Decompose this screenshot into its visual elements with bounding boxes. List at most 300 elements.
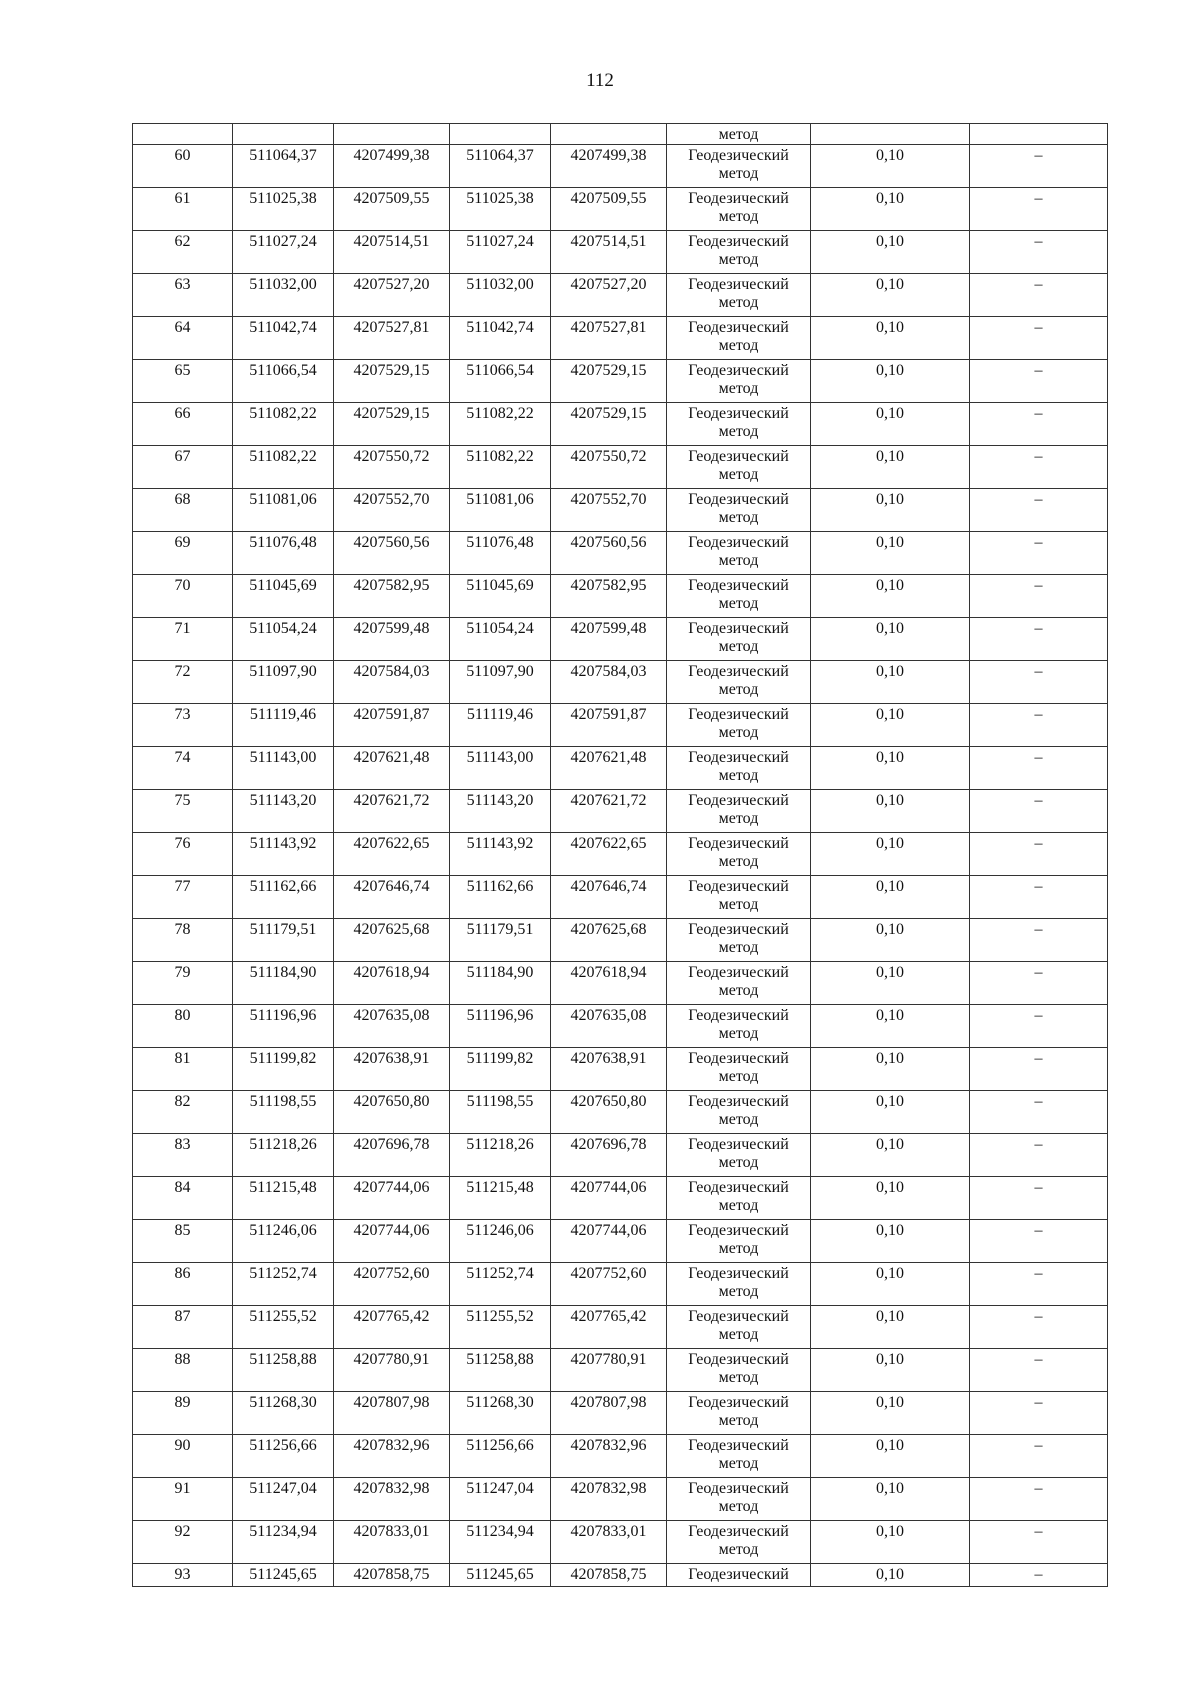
method-line-2: метод xyxy=(718,208,759,225)
cell-method xyxy=(667,188,811,231)
cell-y-new xyxy=(551,532,667,575)
cell-x-new-value: 511255,52 xyxy=(466,1308,534,1325)
cell-y-existing xyxy=(334,1478,450,1521)
cell-y-new-value: 4207807,98 xyxy=(570,1394,647,1411)
cell-y-existing-value: 4207527,20 xyxy=(353,276,430,293)
table-row xyxy=(133,618,1108,661)
cell-method xyxy=(667,317,811,360)
table-row xyxy=(133,833,1108,876)
cell-x-new-value: 511097,90 xyxy=(466,663,534,680)
cell-y-new xyxy=(551,1478,667,1521)
cell-y-new-value: 4207635,08 xyxy=(570,1007,647,1024)
cell-point-number xyxy=(133,231,233,274)
cell-note xyxy=(970,1220,1108,1263)
cell-x-existing xyxy=(233,919,334,962)
cell-y-existing-value: 4207635,08 xyxy=(353,1007,430,1024)
cell-x-new xyxy=(450,1134,551,1177)
cell-accuracy-value: 0,10 xyxy=(876,233,904,250)
cell-x-existing-value: 511076,48 xyxy=(249,534,317,551)
cell-y-new xyxy=(551,274,667,317)
cell-accuracy xyxy=(811,489,970,532)
cell-x-existing xyxy=(233,489,334,532)
cell-y-new-value: 4207509,55 xyxy=(570,190,647,207)
method-text xyxy=(667,274,810,312)
cell-point-number-value: 82 xyxy=(174,1093,191,1110)
cell-point-number-value: 80 xyxy=(174,1007,191,1024)
cell-note-value: – xyxy=(1034,448,1043,465)
cell-accuracy-value: 0,10 xyxy=(876,1222,904,1239)
cell-x-existing-value: 511025,38 xyxy=(249,190,317,207)
method-line-2: метод xyxy=(718,1541,759,1558)
cell-x-new xyxy=(450,1091,551,1134)
table-row xyxy=(133,317,1108,360)
cell-y-existing xyxy=(334,1349,450,1392)
method-text xyxy=(667,489,810,527)
table-row xyxy=(133,1435,1108,1478)
cell-point-number-value: 65 xyxy=(174,362,191,379)
cell-y-existing xyxy=(334,1048,450,1091)
table-row xyxy=(133,1048,1108,1091)
cell-accuracy-value: 0,10 xyxy=(876,1179,904,1196)
cell-y-new xyxy=(551,1005,667,1048)
cell-accuracy xyxy=(811,145,970,188)
cell-point-number xyxy=(133,1478,233,1521)
cell-x-existing xyxy=(233,360,334,403)
cell-y-existing-value: 4207560,56 xyxy=(353,534,430,551)
cell-y-existing-value: 4207552,70 xyxy=(353,491,430,508)
cell-y-new-value: 4207696,78 xyxy=(570,1136,647,1153)
cell-method xyxy=(667,1521,811,1564)
cell-y-existing xyxy=(334,1564,450,1587)
method-text xyxy=(667,1521,810,1559)
cell-x-new xyxy=(450,1435,551,1478)
cell-point-number-value: 67 xyxy=(174,448,191,465)
cell-note-value: – xyxy=(1034,1308,1043,1325)
cell-y-new xyxy=(551,962,667,1005)
cell-method xyxy=(667,403,811,446)
cell-x-existing xyxy=(233,145,334,188)
cell-y-new xyxy=(551,1392,667,1435)
cell-note-value: – xyxy=(1034,835,1043,852)
method-text xyxy=(667,575,810,613)
cell-y-new xyxy=(551,1306,667,1349)
cell-x-existing-value: 511143,92 xyxy=(249,835,317,852)
cell-accuracy-value: 0,10 xyxy=(876,190,904,207)
cell-point-number-value: 61 xyxy=(174,190,191,207)
cell-accuracy-value: 0,10 xyxy=(876,1566,904,1583)
cell-point-number xyxy=(133,188,233,231)
cell-point-number xyxy=(133,1392,233,1435)
cell-y-new-value: 4207529,15 xyxy=(570,405,647,422)
cell-x-existing-value: 511218,26 xyxy=(249,1136,317,1153)
cell-x-new xyxy=(450,317,551,360)
method-text xyxy=(667,919,810,957)
cell-accuracy-value: 0,10 xyxy=(876,792,904,809)
cell-x-existing-value: 511032,00 xyxy=(249,276,317,293)
cell-method xyxy=(667,1564,811,1587)
cell-x-existing xyxy=(233,231,334,274)
cell-point-number-value: 92 xyxy=(174,1523,191,1540)
cell-note xyxy=(970,1349,1108,1392)
cell-y-new-value: 4207618,94 xyxy=(570,964,647,981)
cell-accuracy-value: 0,10 xyxy=(876,1265,904,1282)
cell-x-existing xyxy=(233,1048,334,1091)
cell-y-new-value: 4207832,96 xyxy=(570,1437,647,1454)
cell-note-value: – xyxy=(1034,1179,1043,1196)
cell-x-existing-value: 511179,51 xyxy=(249,921,317,938)
cell-accuracy-value: 0,10 xyxy=(876,706,904,723)
cell-accuracy-value: 0,10 xyxy=(876,362,904,379)
cell-x-existing-value: 511184,90 xyxy=(249,964,317,981)
cell-y-new-value: 4207744,06 xyxy=(570,1222,647,1239)
cell-point-number-value: 73 xyxy=(174,706,191,723)
cell-point-number xyxy=(133,1349,233,1392)
method-line-2: метод xyxy=(718,767,759,784)
cell-point-number-value: 87 xyxy=(174,1308,191,1325)
cell-x-existing-value: 511196,96 xyxy=(249,1007,317,1024)
cell-y-existing xyxy=(334,962,450,1005)
cell-y-new-value: 4207752,60 xyxy=(570,1265,647,1282)
cell-x-existing-value: 511066,54 xyxy=(249,362,317,379)
cell-y-new xyxy=(551,1349,667,1392)
cell-y-existing-value: 4207638,91 xyxy=(353,1050,430,1067)
cell-y-new-value: 4207638,91 xyxy=(570,1050,647,1067)
cell-y-existing xyxy=(334,124,450,145)
cell-y-existing-value: 4207650,80 xyxy=(353,1093,430,1110)
table-row xyxy=(133,575,1108,618)
method-text xyxy=(667,1564,810,1584)
cell-note-value: – xyxy=(1034,1136,1043,1153)
cell-x-existing-value: 511252,74 xyxy=(249,1265,317,1282)
cell-method xyxy=(667,1220,811,1263)
cell-y-new xyxy=(551,446,667,489)
cell-y-new-value: 4207599,48 xyxy=(570,620,647,637)
table-row xyxy=(133,446,1108,489)
cell-method xyxy=(667,145,811,188)
method-text xyxy=(667,618,810,656)
cell-y-existing-value: 4207833,01 xyxy=(353,1523,430,1540)
cell-method xyxy=(667,1048,811,1091)
cell-method xyxy=(667,532,811,575)
cell-y-existing-value: 4207529,15 xyxy=(353,405,430,422)
method-text xyxy=(667,962,810,1000)
cell-point-number xyxy=(133,790,233,833)
method-line-1: Геодезический xyxy=(688,1523,789,1540)
cell-accuracy-value: 0,10 xyxy=(876,491,904,508)
cell-x-existing-value: 511199,82 xyxy=(249,1050,317,1067)
cell-y-existing xyxy=(334,618,450,661)
cell-y-existing xyxy=(334,1392,450,1435)
cell-accuracy xyxy=(811,1478,970,1521)
cell-y-existing-value: 4207780,91 xyxy=(353,1351,430,1368)
cell-y-new xyxy=(551,145,667,188)
cell-note-value: – xyxy=(1034,1523,1043,1540)
cell-note-value: – xyxy=(1034,190,1043,207)
cell-point-number xyxy=(133,124,233,145)
cell-x-existing xyxy=(233,1564,334,1587)
cell-point-number xyxy=(133,446,233,489)
method-text xyxy=(667,1306,810,1344)
cell-note-value: – xyxy=(1034,706,1043,723)
cell-x-existing xyxy=(233,1177,334,1220)
method-line-2: метод xyxy=(718,1111,759,1128)
cell-method xyxy=(667,1306,811,1349)
method-line-1: Геодезический xyxy=(688,749,789,766)
cell-point-number-value: 79 xyxy=(174,964,191,981)
cell-y-new xyxy=(551,188,667,231)
cell-x-new xyxy=(450,1521,551,1564)
cell-x-new xyxy=(450,1564,551,1587)
cell-accuracy xyxy=(811,1177,970,1220)
cell-x-new xyxy=(450,618,551,661)
cell-y-new xyxy=(551,317,667,360)
cell-point-number xyxy=(133,1134,233,1177)
cell-accuracy xyxy=(811,919,970,962)
method-line-1: Геодезический xyxy=(688,577,789,594)
cell-point-number-value: 77 xyxy=(174,878,191,895)
cell-x-new xyxy=(450,833,551,876)
cell-y-new xyxy=(551,360,667,403)
method-line-1: Геодезический xyxy=(688,1007,789,1024)
cell-y-new-value: 4207744,06 xyxy=(570,1179,647,1196)
cell-x-new-value: 511218,26 xyxy=(466,1136,534,1153)
method-line-2: метод xyxy=(718,1068,759,1085)
cell-point-number xyxy=(133,1564,233,1587)
cell-x-new xyxy=(450,919,551,962)
cell-y-existing xyxy=(334,188,450,231)
method-text xyxy=(667,403,810,441)
cell-x-new-value: 511143,00 xyxy=(466,749,534,766)
cell-point-number-value: 86 xyxy=(174,1265,191,1282)
method-line-2: метод xyxy=(718,552,759,569)
method-text xyxy=(667,704,810,742)
cell-accuracy xyxy=(811,403,970,446)
cell-note xyxy=(970,1521,1108,1564)
method-line-1: Геодезический xyxy=(688,1136,789,1153)
cell-accuracy xyxy=(811,532,970,575)
cell-y-existing xyxy=(334,747,450,790)
cell-note-value: – xyxy=(1034,1351,1043,1368)
cell-x-new xyxy=(450,962,551,1005)
cell-point-number xyxy=(133,618,233,661)
table-row xyxy=(133,1478,1108,1521)
cell-accuracy-value: 0,10 xyxy=(876,276,904,293)
cell-accuracy xyxy=(811,188,970,231)
cell-x-new xyxy=(450,1349,551,1392)
cell-point-number-value: 62 xyxy=(174,233,191,250)
cell-y-new-value: 4207833,01 xyxy=(570,1523,647,1540)
cell-note xyxy=(970,1091,1108,1134)
cell-y-existing xyxy=(334,489,450,532)
cell-note xyxy=(970,1177,1108,1220)
method-line-1: Геодезический xyxy=(688,1050,789,1067)
method-line-1: Геодезический xyxy=(688,1265,789,1282)
method-line-1: Геодезический xyxy=(688,233,789,250)
table-row xyxy=(133,876,1108,919)
method-line-2: метод xyxy=(718,509,759,526)
method-line-1: Геодезический xyxy=(688,276,789,293)
cell-y-existing-value: 4207765,42 xyxy=(353,1308,430,1325)
cell-method xyxy=(667,962,811,1005)
cell-x-new xyxy=(450,1048,551,1091)
method-text xyxy=(667,1091,810,1129)
cell-accuracy xyxy=(811,231,970,274)
method-line-1: Геодезический xyxy=(688,620,789,637)
cell-y-existing xyxy=(334,403,450,446)
cell-method xyxy=(667,661,811,704)
cell-y-existing xyxy=(334,1263,450,1306)
table-row xyxy=(133,1521,1108,1564)
cell-y-existing-value: 4207696,78 xyxy=(353,1136,430,1153)
table-row xyxy=(133,1005,1108,1048)
cell-point-number xyxy=(133,489,233,532)
cell-y-new xyxy=(551,1564,667,1587)
method-line-1: Геодезический xyxy=(688,1566,789,1583)
cell-y-new-value: 4207499,38 xyxy=(570,147,647,164)
cell-y-existing-value: 4207752,60 xyxy=(353,1265,430,1282)
method-line-2: метод xyxy=(718,896,759,913)
cell-x-existing-value: 511268,30 xyxy=(249,1394,317,1411)
cell-x-existing xyxy=(233,876,334,919)
cell-note xyxy=(970,704,1108,747)
cell-accuracy xyxy=(811,317,970,360)
table-row xyxy=(133,1091,1108,1134)
cell-note xyxy=(970,1005,1108,1048)
cell-x-existing xyxy=(233,274,334,317)
method-line-2: метод xyxy=(718,810,759,827)
table-row xyxy=(133,1564,1108,1587)
cell-x-new-value: 511247,04 xyxy=(466,1480,534,1497)
method-text xyxy=(667,1349,810,1387)
method-line-1: Геодезический xyxy=(688,405,789,422)
cell-y-new-value: 4207550,72 xyxy=(570,448,647,465)
cell-note xyxy=(970,446,1108,489)
cell-y-existing xyxy=(334,1005,450,1048)
cell-y-existing-value: 4207807,98 xyxy=(353,1394,430,1411)
table-row xyxy=(133,704,1108,747)
cell-accuracy-value: 0,10 xyxy=(876,835,904,852)
cell-note xyxy=(970,919,1108,962)
cell-note-value: – xyxy=(1034,233,1043,250)
cell-x-existing xyxy=(233,618,334,661)
method-text xyxy=(667,1478,810,1516)
method-text xyxy=(667,833,810,871)
cell-y-existing-value: 4207529,15 xyxy=(353,362,430,379)
method-continuation: метод xyxy=(718,126,759,143)
cell-method xyxy=(667,618,811,661)
table-row xyxy=(133,188,1108,231)
cell-x-new-value: 511246,06 xyxy=(466,1222,534,1239)
cell-x-new-value: 511245,65 xyxy=(466,1566,534,1583)
table-row xyxy=(133,403,1108,446)
cell-point-number xyxy=(133,1521,233,1564)
cell-point-number-value: 81 xyxy=(174,1050,191,1067)
cell-point-number xyxy=(133,403,233,446)
cell-x-existing-value: 511082,22 xyxy=(249,405,317,422)
cell-method xyxy=(667,1263,811,1306)
cell-note-value: – xyxy=(1034,1265,1043,1282)
cell-x-existing-value: 511143,20 xyxy=(249,792,317,809)
cell-accuracy xyxy=(811,360,970,403)
cell-note xyxy=(970,231,1108,274)
cell-point-number-value: 88 xyxy=(174,1351,191,1368)
cell-point-number-value: 89 xyxy=(174,1394,191,1411)
cell-note xyxy=(970,1564,1108,1587)
cell-x-existing xyxy=(233,317,334,360)
cell-y-existing xyxy=(334,704,450,747)
cell-y-existing xyxy=(334,876,450,919)
cell-point-number xyxy=(133,145,233,188)
cell-x-new-value: 511143,20 xyxy=(466,792,534,809)
cell-x-existing-value: 511054,24 xyxy=(249,620,317,637)
cell-point-number xyxy=(133,1048,233,1091)
method-line-1: Геодезический xyxy=(688,706,789,723)
cell-point-number xyxy=(133,704,233,747)
method-line-2: метод xyxy=(718,681,759,698)
cell-note xyxy=(970,575,1108,618)
cell-note-value: – xyxy=(1034,878,1043,895)
method-line-2: метод xyxy=(718,1240,759,1257)
cell-note-value: – xyxy=(1034,749,1043,766)
cell-x-new-value: 511256,66 xyxy=(466,1437,534,1454)
cell-y-new xyxy=(551,704,667,747)
cell-x-existing-value: 511119,46 xyxy=(249,706,317,723)
method-text xyxy=(667,1005,810,1043)
method-text xyxy=(667,876,810,914)
cell-y-existing-value: 4207625,68 xyxy=(353,921,430,938)
cell-method xyxy=(667,1005,811,1048)
cell-y-existing-value: 4207550,72 xyxy=(353,448,430,465)
method-line-2: метод xyxy=(718,1412,759,1429)
cell-y-existing xyxy=(334,575,450,618)
method-line-2: метод xyxy=(718,165,759,182)
cell-x-existing xyxy=(233,1091,334,1134)
cell-accuracy xyxy=(811,790,970,833)
cell-x-existing xyxy=(233,446,334,489)
cell-point-number-value: 66 xyxy=(174,405,191,422)
cell-x-new-value: 511081,06 xyxy=(466,491,534,508)
cell-x-existing-value: 511256,66 xyxy=(249,1437,317,1454)
cell-note-value: – xyxy=(1034,1480,1043,1497)
cell-method xyxy=(667,360,811,403)
cell-accuracy xyxy=(811,1263,970,1306)
cell-note xyxy=(970,532,1108,575)
cell-accuracy xyxy=(811,1521,970,1564)
method-line-1: Геодезический xyxy=(688,835,789,852)
cell-x-existing xyxy=(233,188,334,231)
cell-note-value: – xyxy=(1034,577,1043,594)
cell-x-new xyxy=(450,231,551,274)
cell-y-existing xyxy=(334,1134,450,1177)
cell-y-new xyxy=(551,1521,667,1564)
cell-x-new-value: 511076,48 xyxy=(466,534,534,551)
cell-y-existing xyxy=(334,274,450,317)
cell-x-existing-value: 511081,06 xyxy=(249,491,317,508)
table-row xyxy=(133,360,1108,403)
method-line-1: Геодезический xyxy=(688,964,789,981)
cell-note-value: – xyxy=(1034,1437,1043,1454)
cell-y-existing xyxy=(334,919,450,962)
cell-x-existing-value: 511064,37 xyxy=(249,147,317,164)
cell-accuracy xyxy=(811,704,970,747)
cell-x-new xyxy=(450,188,551,231)
cell-point-number-value: 74 xyxy=(174,749,191,766)
cell-x-new-value: 511119,46 xyxy=(466,706,534,723)
cell-note xyxy=(970,661,1108,704)
cell-y-new xyxy=(551,1177,667,1220)
cell-note xyxy=(970,489,1108,532)
cell-y-new xyxy=(551,575,667,618)
